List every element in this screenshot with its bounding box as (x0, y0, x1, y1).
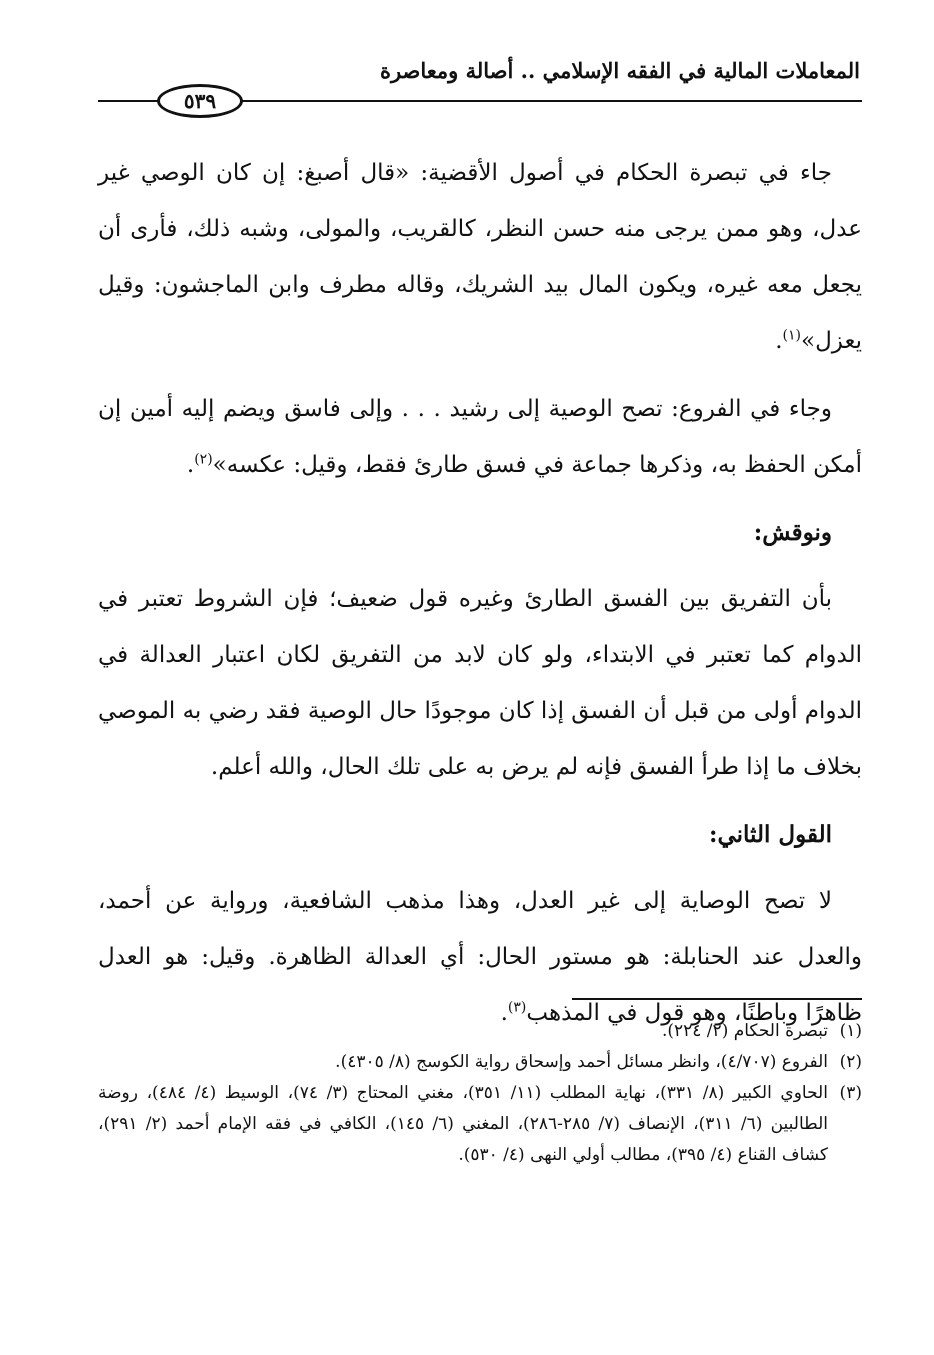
footnote-1 (98, 1016, 862, 1047)
footnote-separator (572, 998, 862, 1000)
footnote-number: (٢) (839, 1052, 862, 1072)
footnote-3 (98, 1078, 862, 1171)
footnotes (98, 1016, 862, 1171)
heading-second-opinion: القول الثاني: (708, 821, 832, 848)
footnote-number: (١) (839, 1021, 862, 1041)
paragraph-second-opinion: لا تصح الوصاية إلى غير العدل، وهذا مذهب الشافعية، ورواية عن أحمد، والعدل عند الحنابلة: هو مستور الحال: أي العدالة الظاهرة. وقيل: هو العدل ظاهرًا وباطنًا، وهو قول في المذهب$^{(٣)}$. (98, 888, 862, 1026)
footnote-ref-1: (١) (782, 327, 802, 344)
footnote-text: تبصرة الحكام (٢/ ٢٢٤). (661, 1021, 828, 1041)
footnote-ref-2: (٢) (194, 451, 213, 468)
footnote-text: الفروع (٤/٧٠٧)، وانظر مسائل أحمد وإسحاق رواية الكوسج (٨/ ٤٣٠٥). (335, 1052, 828, 1072)
running-header-title: المعاملات المالية في الفقه الإسلامي .. أصالة ومعاصرة (379, 58, 860, 83)
paragraph-tabsira: جاء في تبصرة الحكام في أصول الأقضية: «قال أصبغ: إن كان الوصي غير عدل، وهو ممن يرجى منه حسن النظر، كالقريب، والمولى، وشبه ذلك، فأرى أن يجعل معه غيره، ويكون المال بيد الشريك، وقاله مطرف وابن الماجشون: وقيل يعزل»$^{(١)}$. (98, 160, 862, 354)
paragraph-discussion: بأن التفريق بين الفسق الطارئ وغيره قول ضعيف؛ فإن الشروط تعتبر في الدوام كما تعتبر في الابتداء، ولو كان لابد من التفريق لكان اعتبار العدالة في الدوام أولى من قبل أن الفسق إذا كان موجودًا حال الوصية فقد رضي به الموصي بخلاف ما إذا طرأ الفسق فإنه لم يرض به على تلك الحال، والله أعلم. (98, 586, 862, 780)
paragraph-furu: وجاء في الفروع: تصح الوصية إلى رشيد . . . وإلى فاسق ويضم إليه أمين إن أمكن الحفظ به، وذكرها جماعة في فسق طارئ فقط، وقيل: عكسه»$^{(٢)}$. (98, 396, 862, 478)
body-text (98, 145, 862, 1053)
page-number (157, 84, 243, 118)
footnote-number: (٣) (839, 1083, 862, 1103)
page-number-text: ٥٣٩ (183, 89, 217, 113)
heading-discussion: ونوقش: (753, 519, 832, 546)
footnote-ref-3: (٣) (507, 999, 527, 1016)
footnote-2 (98, 1047, 862, 1078)
footnote-text: الحاوي الكبير (٨/ ٣٣١)، نهاية المطلب (١١/ ٣٥١)، مغني المحتاج (٣/ ٧٤)، الوسيط (٤/ ٤٨٤)، روضة الطالبين (٦/ ٣١١)، الإنصاف (٧/ ٢٨٥-٢٨٦)، المغني (٦/ ١٤٥)، الكافي في فقه الإمام أحمد (٢/ ٢٩١)، كشاف القناع (٤/ ٣٩٥)، مطالب أولي النهى (٤/ ٥٣٠). (98, 1083, 828, 1165)
